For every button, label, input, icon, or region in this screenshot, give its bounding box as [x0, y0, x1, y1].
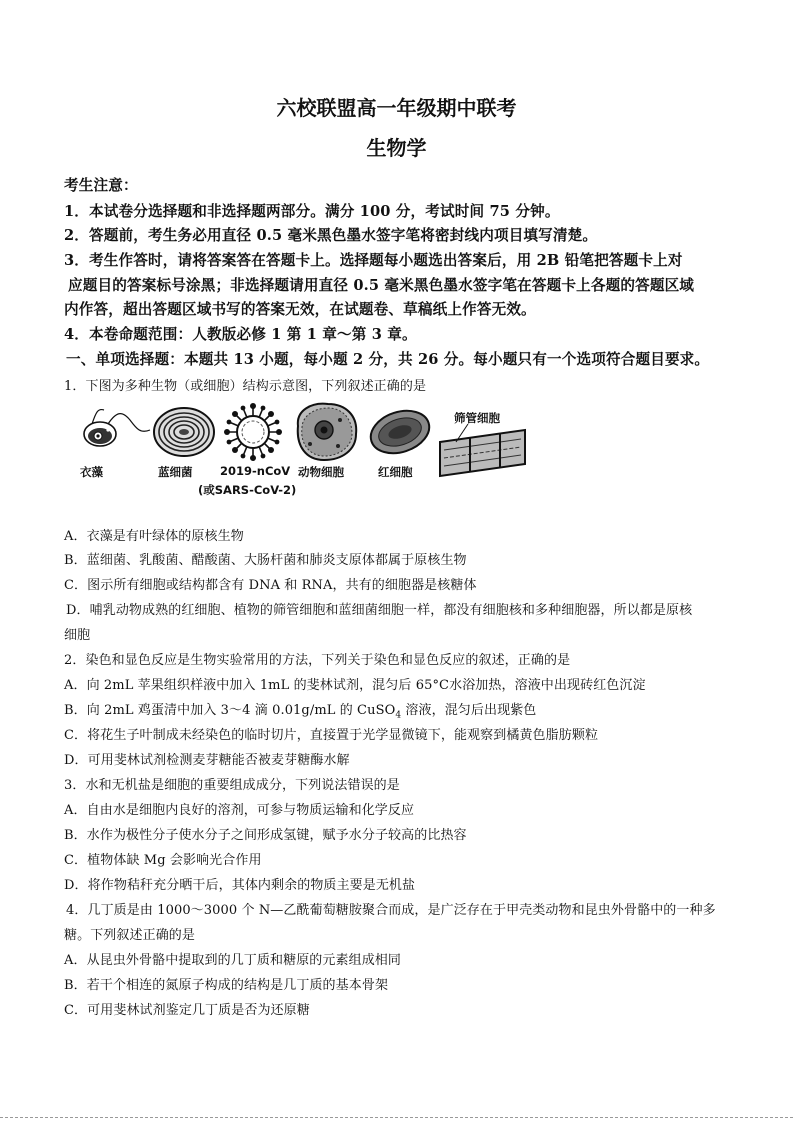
red-blood-cell-image	[365, 404, 434, 461]
q4-stem-cont: 糖。下列叙述正确的是	[64, 928, 196, 943]
coronavirus-image	[224, 403, 282, 461]
q2-option-b	[64, 699, 536, 721]
exam-title: 六校联盟高一年级期中联考	[276, 96, 517, 120]
q2-stem: 2．染色和显色反应是生物实验常用的方法，下列关于染色和显色反应的叙述，正确的是	[64, 653, 571, 668]
animal-cell-image	[298, 404, 356, 460]
q1-stem: 1．下图为多种生物（或细胞）结构示意图，下列叙述正确的是	[64, 379, 427, 394]
q2-option-d: D．可用斐林试剂检测麦芽糖能否被麦芽糖酶水解	[64, 753, 350, 768]
q1-option-a: A．衣藻是有叶绿体的原核生物	[64, 529, 244, 544]
q3-option-a: A．自由水是细胞内良好的溶剂，可参与物质运输和化学反应	[64, 803, 415, 818]
q1-option-b: B．蓝细菌、乳酸菌、醋酸菌、大肠杆菌和肺炎支原体都属于原核生物	[64, 553, 467, 568]
q4-option-c: C．可用斐林试剂鉴定几丁质是否为还原糖	[64, 1003, 310, 1018]
exam-subject: 生物学	[366, 136, 427, 160]
q1-option-c: C．图示所有细胞或结构都含有 DNA 和 RNA，共有的细胞器是核糖体	[64, 578, 477, 593]
q4-stem: 4．几丁质是由 1000～3000 个 N—乙酰葡萄糖胺聚合而成，是广泛存在于甲壳类动物和昆虫外骨骼中的一种多	[66, 903, 716, 918]
q1-option-d: D．哺乳动物成熟的红细胞、植物的筛管细胞和蓝细菌细胞一样，都没有细胞核和多种细胞器，所以都是原核	[66, 603, 693, 618]
notice-item-3: 3．考生作答时，请将答案答在答题卡上。选择题每小题选出答案后，用 2B 铅笔把答题卡上对	[64, 252, 683, 269]
q2-option-c: C．将花生子叶制成未经染色的临时切片，直接置于光学显微镜下，能观察到橘黄色脂肪颗粒	[64, 728, 599, 743]
label-coronavirus-alt: (或SARS-CoV-2)	[198, 483, 297, 497]
notice-item-2: 2．答题前，考生务必用直径 0.5 毫米黑色墨水签字笔将密封线内项目填写清楚。	[64, 227, 598, 244]
q2-option-a: A．向 2mL 苹果组织样液中加入 1mL 的斐林试剂，混匀后 65°C水浴加热，溶液中出现砖红色沉淀	[64, 678, 646, 693]
q4-option-b: B．若干个相连的氮原子构成的结构是几丁质的基本骨架	[64, 978, 389, 993]
q3-option-c: C．植物体缺 Mg 会影响光合作用	[64, 853, 262, 868]
label-sieve-tube-cell: 筛管细胞	[454, 411, 500, 425]
notice-item-4: 4．本卷命题范围：人教版必修 1 第 1 章～第 3 章。	[64, 326, 417, 343]
q3-option-d: D．将作物秸秆充分晒干后，其体内剩余的物质主要是无机盐	[64, 878, 416, 893]
cell-structure-figure	[70, 402, 530, 508]
sieve-tube-cell-image	[440, 424, 525, 476]
page-bottom-divider	[0, 1117, 793, 1118]
q1-option-d-cont: 细胞	[64, 628, 91, 643]
notice-item-3-cont2: 内作答，超出答题区域书写的答案无效，在试题卷、草稿纸上作答无效。	[64, 301, 536, 318]
cyanobacteria-image	[154, 408, 214, 456]
label-chlamydomonas: 衣藻	[80, 465, 103, 479]
q2-option-b-subscript: 4	[395, 710, 402, 721]
label-red-blood-cell: 红细胞	[378, 465, 413, 479]
q2-option-b-text-end: 溶液，混匀后出现紫色	[401, 703, 537, 718]
section-heading: 一、单项选择题：本题共 13 小题，每小题 2 分，共 26 分。每小题只有一个选项符合题目要求。	[66, 351, 710, 368]
notice-item-1: 1．本试卷分选择题和非选择题两部分。满分 100 分，考试时间 75 分钟。	[64, 203, 560, 220]
q2-option-b-text: B．向 2mL 鸡蛋清中加入 3～4 滴 0.01g/mL 的 CuSO	[64, 703, 396, 718]
chlamydomonas-image	[84, 410, 150, 446]
label-coronavirus: 2019-nCoV	[220, 464, 291, 478]
notice-item-3-cont: 应题目的答案标号涂黑；非选择题请用直径 0.5 毫米黑色墨水签字笔在答题卡上各题的答题区域	[68, 277, 695, 294]
q4-option-a: A．从昆虫外骨骼中提取到的几丁质和糖原的元素组成相同	[64, 953, 401, 968]
label-cyanobacteria: 蓝细菌	[158, 465, 193, 479]
q3-option-b: B．水作为极性分子使水分子之间形成氢键，赋予水分子较高的比热容	[64, 828, 467, 843]
q3-stem: 3．水和无机盐是细胞的重要组成成分，下列说法错误的是	[64, 778, 400, 793]
notice-heading: 考生注意：	[64, 177, 138, 194]
label-animal-cell: 动物细胞	[298, 465, 344, 479]
